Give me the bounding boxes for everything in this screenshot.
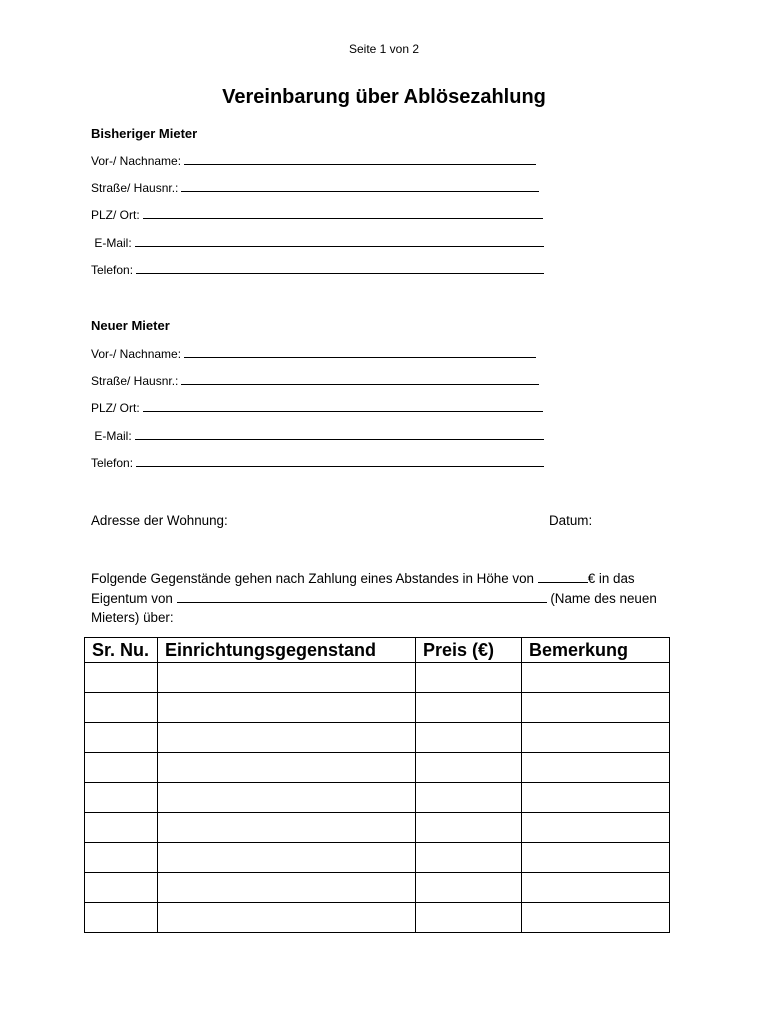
table-cell[interactable] [85, 663, 158, 693]
field-label: E-Mail: [91, 236, 132, 250]
table-cell[interactable] [85, 873, 158, 903]
field-input-line[interactable] [181, 181, 539, 192]
table-row [85, 843, 670, 873]
table-cell[interactable] [158, 843, 416, 873]
column-header-item: Einrichtungsgegenstand [158, 638, 416, 663]
field-label: Straße/ Hausnr.: [91, 181, 179, 195]
apartment-address-label: Adresse der Wohnung: [91, 513, 228, 528]
field-label: Vor-/ Nachname: [91, 154, 182, 168]
previous-tenant-city-field[interactable] [91, 208, 543, 222]
table-row [85, 693, 670, 723]
table-cell[interactable] [522, 693, 670, 723]
table-cell[interactable] [522, 813, 670, 843]
new-tenant-name-field[interactable] [91, 347, 536, 361]
previous-tenant-name-field[interactable] [91, 154, 536, 168]
table-row [85, 873, 670, 903]
table-cell[interactable] [416, 693, 522, 723]
table-cell[interactable] [416, 663, 522, 693]
agreement-text: Eigentum von [91, 591, 177, 606]
table-row [85, 903, 670, 933]
table-cell[interactable] [158, 813, 416, 843]
table-cell[interactable] [85, 723, 158, 753]
field-input-line[interactable] [184, 154, 536, 165]
new-tenant-city-field[interactable] [91, 401, 543, 415]
field-label: PLZ/ Ort: [91, 208, 140, 222]
field-input-line[interactable] [143, 401, 543, 412]
field-label: Telefon: [91, 456, 134, 470]
previous-tenant-street-field[interactable] [91, 181, 539, 195]
new-tenant-street-field[interactable] [91, 374, 539, 388]
table-row [85, 723, 670, 753]
table-cell[interactable] [158, 903, 416, 933]
table-cell[interactable] [158, 753, 416, 783]
new-tenant-heading: Neuer Mieter [91, 318, 170, 333]
amount-blank[interactable] [538, 571, 588, 583]
field-input-line[interactable] [135, 236, 544, 247]
table-cell[interactable] [522, 723, 670, 753]
field-label: PLZ/ Ort: [91, 401, 140, 415]
previous-tenant-heading: Bisheriger Mieter [91, 126, 198, 141]
table-cell[interactable] [158, 693, 416, 723]
table-cell[interactable] [416, 813, 522, 843]
table-cell[interactable] [522, 843, 670, 873]
field-input-line[interactable] [184, 347, 536, 358]
date-label: Datum: [549, 513, 593, 528]
table-cell[interactable] [158, 783, 416, 813]
table-header-row [85, 638, 670, 663]
table-cell[interactable] [85, 693, 158, 723]
table-cell[interactable] [85, 813, 158, 843]
items-table [84, 637, 670, 933]
agreement-text: (Name des neuen [546, 591, 657, 606]
agreement-text: € in das [587, 571, 635, 586]
table-cell[interactable] [522, 783, 670, 813]
table-cell[interactable] [522, 873, 670, 903]
previous-tenant-phone-field[interactable] [91, 263, 544, 277]
field-input-line[interactable] [136, 263, 544, 274]
table-row [85, 813, 670, 843]
previous-tenant-email-field[interactable] [91, 236, 544, 250]
new-tenant-name-blank[interactable] [177, 591, 547, 603]
agreement-line-2 [91, 591, 657, 606]
field-label: Telefon: [91, 263, 134, 277]
table-row [85, 663, 670, 693]
table-row [85, 783, 670, 813]
document-title: Vereinbarung über Ablösezahlung [222, 86, 546, 108]
table-cell[interactable] [85, 783, 158, 813]
table-cell[interactable] [522, 903, 670, 933]
new-tenant-phone-field[interactable] [91, 456, 544, 470]
agreement-text: Folgende Gegenstände gehen nach Zahlung eines Abstandes in Höhe von [91, 571, 538, 586]
field-input-line[interactable] [143, 208, 543, 219]
table-cell[interactable] [85, 843, 158, 873]
table-cell[interactable] [416, 903, 522, 933]
agreement-line-1 [91, 571, 635, 586]
table-cell[interactable] [158, 723, 416, 753]
table-cell[interactable] [416, 783, 522, 813]
field-label: Straße/ Hausnr.: [91, 374, 179, 388]
column-header-remark: Bemerkung [522, 638, 670, 663]
column-header-number: Sr. Nu. [85, 638, 158, 663]
field-label: Vor-/ Nachname: [91, 347, 182, 361]
table-cell[interactable] [85, 903, 158, 933]
new-tenant-email-field[interactable] [91, 429, 544, 443]
table-cell[interactable] [522, 753, 670, 783]
table-cell[interactable] [158, 873, 416, 903]
table-cell[interactable] [416, 753, 522, 783]
field-input-line[interactable] [136, 456, 544, 467]
table-cell[interactable] [85, 753, 158, 783]
page-number: Seite 1 von 2 [348, 42, 420, 56]
table-row [85, 753, 670, 783]
field-input-line[interactable] [181, 374, 539, 385]
table-cell[interactable] [522, 663, 670, 693]
field-input-line[interactable] [135, 429, 544, 440]
table-cell[interactable] [416, 873, 522, 903]
column-header-price: Preis (€) [416, 638, 522, 663]
agreement-line-3: Mieters) über: [91, 610, 174, 625]
field-label: E-Mail: [91, 429, 132, 443]
table-cell[interactable] [158, 663, 416, 693]
table-cell[interactable] [416, 723, 522, 753]
table-cell[interactable] [416, 843, 522, 873]
